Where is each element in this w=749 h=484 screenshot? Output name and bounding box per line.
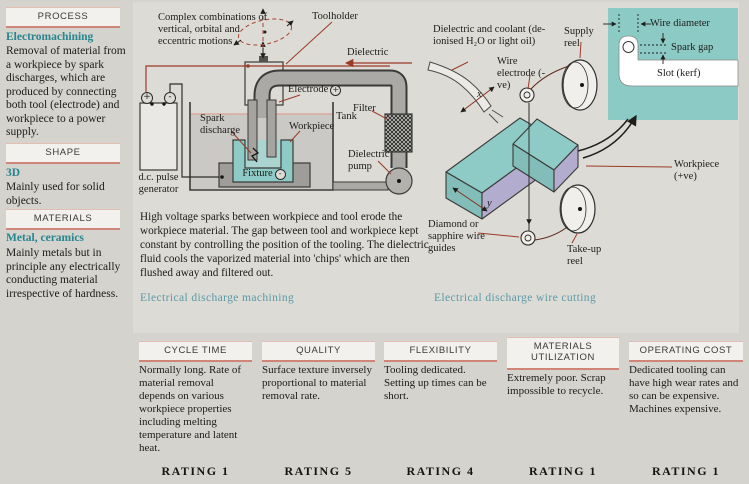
materials-section-header: MATERIALS (6, 210, 120, 230)
materials-utilization-header: MATERIALS UTILIZATION (507, 338, 619, 370)
dc-pulse-generator-label: d.c. pulse generator (138, 172, 179, 195)
dielectric-label: Dielectric (347, 47, 389, 58)
materials-utilization-body: Extremely poor. Scrap impossible to recycle. (507, 372, 606, 397)
generator-box (140, 103, 177, 170)
take-up-reel-label: Take-up reel (567, 244, 602, 267)
wire-guide-lower-icon (521, 231, 535, 245)
workpiece-label: Workpiece (289, 121, 335, 132)
generator-minus-terminal-icon: - (164, 92, 176, 104)
operating-cost-header: OPERATING COST (629, 342, 743, 362)
slot-kerf-label: Slot (kerf) (657, 68, 701, 79)
dielectric-pump-label: Dielectric pump (348, 149, 390, 172)
edm-description-text: High voltage sparks between workpiece and tool erode the workpiece material. The gap between tool and workpiece kept constant by controlling the position of the tooling. The dielectric fluid cools the vaporized material into 'chips' which are then flushed away and filtered out. (140, 211, 429, 279)
operating-cost-body: Dedicated tooling can have high wear rates and so can be expensive. Machines expensive. (629, 364, 739, 415)
wire-electrode-label: Wire electrode (-ve) (497, 56, 546, 91)
process-body-text: Removal of material from a workpiece by spark discharges, which are produced by connecting both tool (electrode) and workpiece to a power supply. (6, 45, 126, 139)
y-axis-label: y (487, 198, 492, 209)
take-up-reel-icon (560, 185, 595, 233)
cycle-time-rating: RATING 1 (161, 464, 230, 478)
electrode-tube-right (267, 100, 276, 157)
wire-guides-label: Diamond or sapphire wire guides (428, 219, 485, 254)
dielectric-coolant-label: Dielectric and coolant (de-ionised H₂O or light oil) (433, 24, 546, 47)
plus-terminal-icon: + (330, 85, 341, 96)
zoom-arrow-icon (578, 116, 636, 158)
fixture-label-text: Fixture (242, 168, 273, 179)
fixture-label (224, 168, 304, 180)
spark-gap-label: Spark gap (671, 42, 714, 53)
electrode-label (288, 84, 341, 96)
wire-diameter-label: Wire diameter (650, 18, 710, 29)
cycle-time-header: CYCLE TIME (139, 342, 252, 362)
flexibility-body: Tooling dedicated. Setting up times can be short. (384, 364, 487, 402)
supply-reel-icon (562, 60, 597, 110)
shape-section-header: SHAPE (6, 144, 120, 164)
shape-body-text: Mainly used for solid objects. (6, 181, 105, 207)
filter-box (385, 114, 412, 152)
filter-label: Filter (353, 103, 376, 114)
coolant-nozzle-icon (428, 62, 503, 123)
cycle-time-body: Normally long. Rate of material removal depends on various workpiece properties including melting temperature and latent heat. (139, 364, 242, 454)
wire-edm-caption: Electrical discharge wire cutting (434, 292, 597, 304)
tank-label: Tank (336, 111, 357, 122)
materials-keyword: Metal, ceramics (6, 232, 84, 244)
materials-body-text: Mainly metals but in principle any electrically conducting material irrespective of hardness. (6, 247, 121, 300)
operating-cost-rating: RATING 1 (651, 464, 721, 478)
materials-utilization-rating: RATING 1 (528, 464, 598, 478)
generator-plus-terminal-icon: + (141, 92, 153, 104)
process-keyword: Electromachining (6, 31, 94, 43)
complex-motions-label: Complex combinations of vertical, orbital and eccentric motions (158, 12, 268, 47)
quality-rating: RATING 5 (284, 464, 353, 478)
flexibility-header: FLEXIBILITY (384, 342, 497, 362)
wire-workpiece-label: Workpiece (+ve) (674, 159, 720, 182)
wire-dot (150, 102, 153, 105)
pump-axle (397, 179, 401, 183)
quality-body: Surface texture inversely proportional to material removal rate. (262, 364, 372, 402)
suction-pipe (333, 182, 388, 190)
wire-cross-section-icon (623, 42, 634, 53)
supply-reel-label: Supply reel (564, 26, 594, 49)
electrode-label-text: Electrode (288, 84, 329, 95)
x-axis-label: x (477, 89, 482, 100)
shape-keyword: 3D (6, 167, 21, 179)
minus-terminal-icon: - (275, 169, 286, 180)
flexibility-rating: RATING 4 (406, 464, 475, 478)
toolholder-label: Toolholder (312, 11, 358, 22)
process-section-header: PROCESS (6, 8, 120, 28)
spark-discharge-label: Spark discharge (200, 113, 241, 136)
wire-junction-dot (246, 64, 250, 68)
edm-caption: Electrical discharge machining (140, 292, 295, 304)
quality-header: QUALITY (262, 342, 375, 362)
wire-dot (162, 102, 165, 105)
